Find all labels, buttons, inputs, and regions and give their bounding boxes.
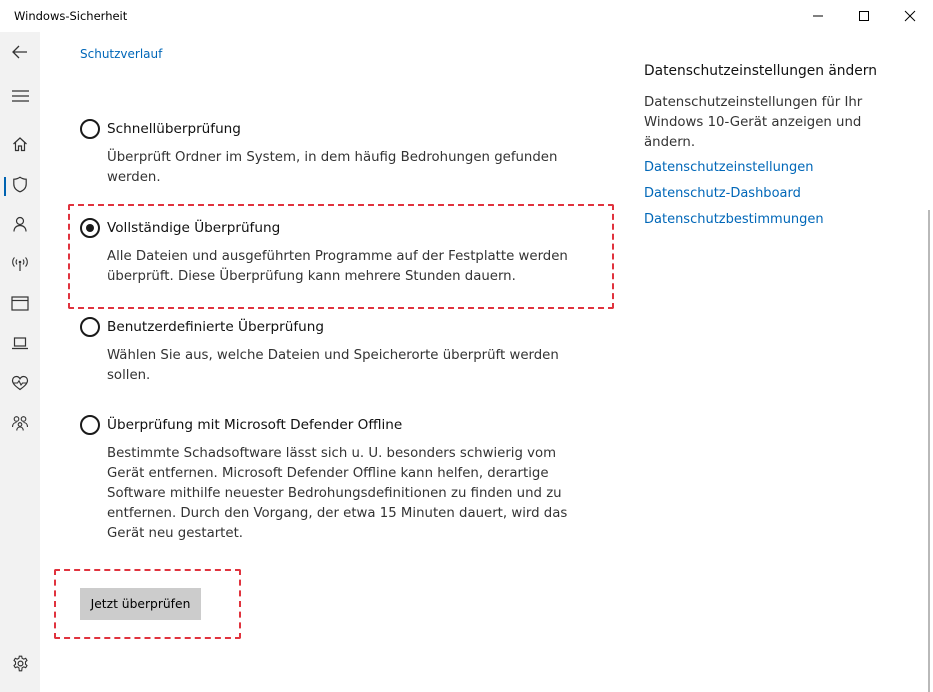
privacy-panel-title: Datenschutzeinstellungen ändern [644,63,877,79]
quick-scan-description: Überprüft Ordner im System, in dem häufig Bedrohungen gefunden werden. [107,150,558,185]
gear-icon [12,655,29,672]
privacy-panel-text: Datenschutzeinstellungen für Ihr Windows 10-Gerät anzeigen und ändern. [644,95,863,150]
full-scan-radio[interactable] [80,218,100,238]
antenna-icon [11,256,29,272]
custom-scan-radio-row[interactable] [80,316,580,338]
privacy-panel [644,61,884,233]
full-scan-label[interactable]: Vollständige Überprüfung [107,220,281,236]
minimize-icon [812,10,824,22]
scan-option-custom [80,316,580,386]
nav-device-performance[interactable] [0,365,40,401]
maximize-icon [858,10,870,22]
quick-scan-radio-row[interactable] [80,118,580,140]
privacy-statement-link[interactable]: Datenschutzbestimmungen [644,212,824,227]
privacy-links [644,155,884,233]
main-content [40,32,933,692]
privacy-dashboard-link[interactable]: Datenschutz-Dashboard [644,186,801,201]
shield-icon [12,176,28,193]
scan-option-full [80,217,580,287]
heart-pulse-icon [11,375,29,391]
nav-settings[interactable] [0,645,40,681]
active-indicator [4,177,6,196]
offline-scan-radio-row[interactable] [80,414,580,436]
custom-scan-description: Wählen Sie aus, welche Dateien und Speicherorte überprüft werden sollen. [107,348,559,383]
offline-scan-label[interactable]: Überprüfung mit Microsoft Defender Offline [107,417,403,433]
full-scan-radio-row[interactable] [80,217,580,239]
offline-scan-description: Bestimmte Schadsoftware lässt sich u. U. besonders schwierig vom Gerät entfernen. Microsoft Defender Offline kann helfen, derartige Software mithilfe neuester Bedrohungsdefinitionen zu finden und zu entfernen. Durch den Vorgang, der etwa 15 Minuten dauert, wird das Gerät neu gestartet. [107,446,568,541]
window-title: Windows-Sicherheit [14,9,128,23]
offline-scan-radio[interactable] [80,415,100,435]
custom-scan-radio[interactable] [80,317,100,337]
scan-option-offline [80,414,580,544]
full-scan-description: Alle Dateien und ausgeführten Programme auf der Festplatte werden überprüft. Diese Überprüfung kann mehrere Stunden dauern. [107,249,568,284]
maximize-button[interactable] [841,0,887,32]
quick-scan-label[interactable]: Schnellüberprüfung [107,121,241,137]
nav-device-security[interactable] [0,325,40,361]
laptop-icon [11,336,29,350]
minimize-button[interactable] [795,0,841,32]
quick-scan-radio[interactable] [80,119,100,139]
nav-account-protection[interactable] [0,206,40,242]
hamburger-icon [12,89,29,103]
privacy-settings-link[interactable]: Datenschutzeinstellungen [644,160,814,175]
close-button[interactable] [887,0,933,32]
vertical-scrollbar[interactable] [928,210,930,692]
nav-home[interactable] [0,126,40,162]
sidebar [0,32,40,692]
browser-window-icon [11,296,29,311]
nav-firewall[interactable] [0,246,40,282]
close-icon [904,10,916,22]
custom-scan-label[interactable]: Benutzerdefinierte Überprüfung [107,319,325,335]
nav-app-browser[interactable] [0,285,40,321]
protection-history-link[interactable]: Schutzverlauf [80,47,163,61]
nav-virus-protection[interactable] [0,166,40,202]
nav-family-options[interactable] [0,405,40,441]
menu-button[interactable] [0,78,40,114]
scan-option-quick [80,118,580,188]
home-icon [12,136,28,152]
back-arrow-icon [11,43,29,61]
person-icon [12,216,28,232]
family-icon [11,415,29,431]
title-bar [0,0,933,32]
back-button[interactable] [0,34,40,70]
scan-now-button[interactable]: Jetzt überprüfen [80,588,201,620]
